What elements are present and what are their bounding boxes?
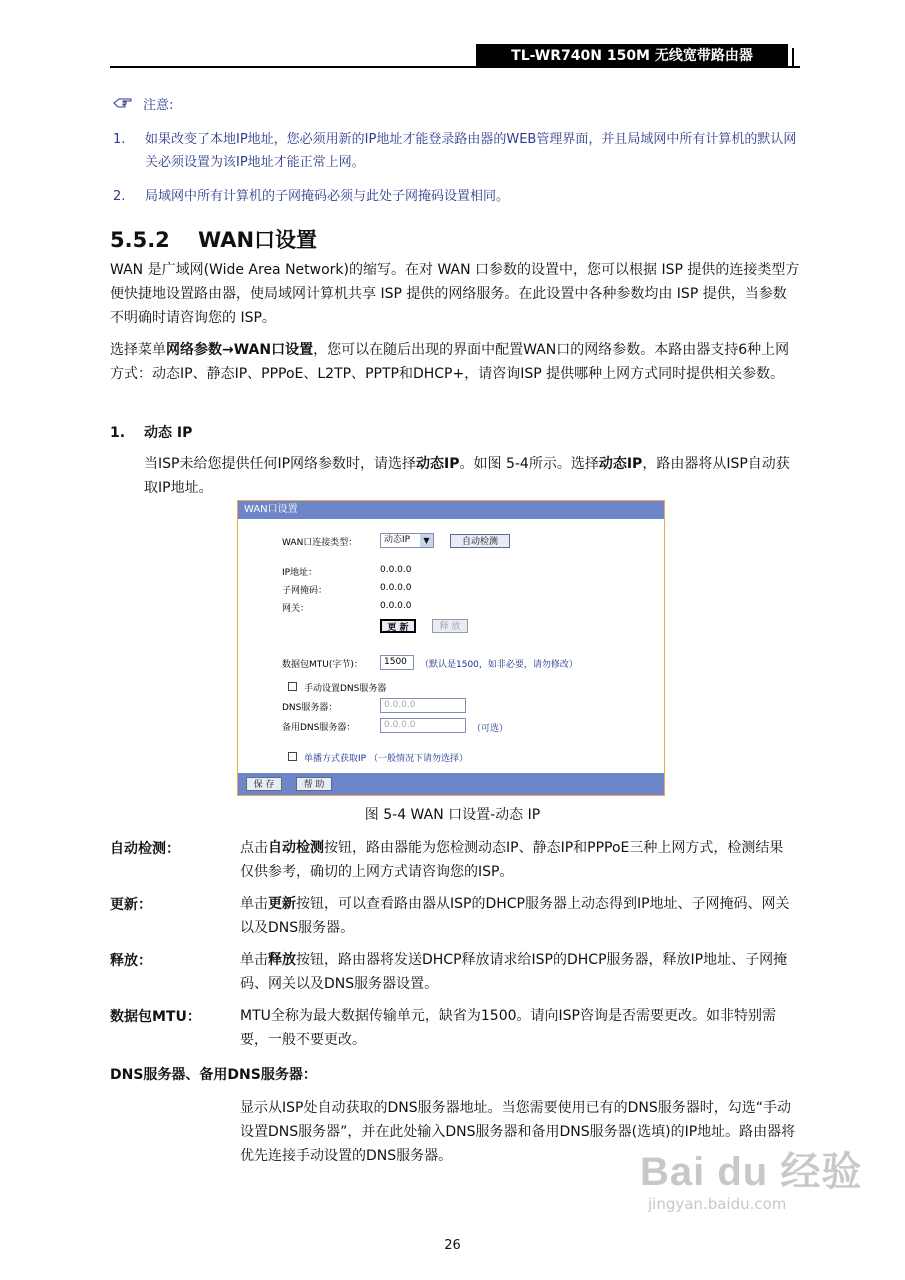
intro-paragraph: WAN 是广域网(Wide Area Network)的缩写。在对 WAN 口参数的设置中，您可以根据 ISP 提供的连接类型方便快捷地设置路由器，使局域网计算机共享 ISP 提供的网络服务。在此设置中各种参数均由 ISP 提供，当参数不明确时请咨询您的 ISP。	[110, 262, 800, 326]
def-term-auto-detect: 自动检测：	[110, 841, 180, 857]
figure-caption: 图 5-4 WAN 口设置-动态 IP	[364, 807, 541, 823]
conn-type-value: 动态IP	[384, 535, 411, 545]
def-bold: 更新	[268, 896, 296, 912]
def-text: 点击	[240, 840, 268, 856]
mask-value: 0.0.0.0	[380, 583, 412, 593]
unicast-checkbox[interactable]	[288, 752, 297, 761]
note-heading	[113, 94, 173, 113]
baidu-watermark	[640, 1140, 862, 1213]
note-item-1	[113, 128, 803, 174]
conn-type-label: WAN口连接类型：	[282, 538, 358, 548]
def-body-release	[240, 948, 796, 996]
dns-input[interactable]: 0.0.0.0	[380, 698, 466, 713]
sub-text-3: ，路由器将从ISP自动获取IP地址。	[144, 456, 790, 496]
mtu-hint: （默认是1500，如非必要，请勿修改）	[420, 660, 578, 670]
note-number: 1.	[113, 132, 126, 147]
def-body-renew	[240, 892, 796, 940]
menu-text-2: ，您可以在随后出现的界面中配置WAN口的网络参数。本路由器支持6种上网方式：动态IP、静态IP、PPPoE、L2TP、PPTP和DHCP+，请咨询ISP 提供哪种上网方式同时提供相关参数。	[110, 342, 790, 382]
def-term-dns: DNS服务器、备用DNS服务器：	[110, 1067, 317, 1083]
dns2-label: 备用DNS服务器：	[282, 723, 356, 733]
release-button[interactable]: 释 放	[432, 619, 468, 633]
pointing-hand-icon	[113, 97, 135, 113]
conn-type-select[interactable]	[380, 533, 434, 548]
gateway-label: 网关：	[282, 604, 310, 614]
mask-label: 子网掩码：	[282, 586, 328, 596]
mtu-label: 数据包MTU(字节)：	[282, 660, 363, 670]
renew-button[interactable]: 更 新	[380, 619, 416, 633]
save-button[interactable]: 保 存	[246, 777, 282, 791]
note-item-2	[113, 185, 803, 208]
def-text: 单击	[240, 896, 268, 912]
header-tick	[792, 48, 794, 66]
header-rule	[110, 66, 800, 68]
figure-footer-bar	[238, 773, 664, 795]
unicast-label: 单播方式获取IP （一般情况下请勿选择）	[304, 754, 468, 764]
sub-bold-2: 动态IP	[598, 456, 643, 472]
dns2-hint: （可选）	[472, 724, 509, 734]
mtu-input[interactable]: 1500	[380, 655, 414, 670]
section-number: 5.5.2	[110, 228, 170, 252]
section-title: WAN口设置	[198, 228, 318, 252]
sub-text-2: 。如图 5-4所示。选择	[459, 456, 599, 472]
def-body-mtu	[240, 1004, 796, 1052]
def-text: MTU全称为最大数据传输单元，缺省为1500。请向ISP咨询是否需要更改。如非特别需要，一般不要更改。	[240, 1008, 776, 1048]
sub-bold-1: 动态IP	[416, 456, 460, 472]
gateway-value: 0.0.0.0	[380, 601, 412, 611]
ip-label: IP地址：	[282, 568, 318, 578]
menu-paragraph	[110, 338, 800, 386]
def-text: 按钮，路由器将发送DHCP释放请求给ISP的DHCP服务器，释放IP地址、子网掩码、网关以及DNS服务器设置。	[240, 952, 788, 992]
subsection-title: 动态 IP	[144, 425, 193, 441]
note-text: 局域网中所有计算机的子网掩码必须与此处子网掩码设置相同。	[145, 189, 510, 204]
note-number: 2.	[113, 189, 126, 204]
def-text: 按钮，路由器能为您检测动态IP、静态IP和PPPoE三种上网方式，检测结果仅供参考，确切的上网方式请咨询您的ISP。	[240, 840, 784, 880]
def-body-auto-detect	[240, 836, 796, 884]
figure-body	[238, 519, 664, 775]
watermark-url: jingyan.baidu.com	[648, 1195, 787, 1213]
dns2-input[interactable]: 0.0.0.0	[380, 718, 466, 733]
auto-detect-button[interactable]: 自动检测	[450, 534, 510, 548]
def-bold: 自动检测	[268, 840, 324, 856]
note-heading-text: 注意:	[143, 98, 174, 113]
watermark-logo: Bai du 经验	[640, 1150, 863, 1194]
def-text: 按钮，可以查看路由器从ISP的DHCP服务器上动态得到IP地址、子网掩码、网关以及DNS服务器。	[240, 896, 790, 936]
manual-dns-checkbox[interactable]	[288, 682, 297, 691]
manual-dns-label: 手动设置DNS服务器	[304, 684, 387, 694]
def-body-dns: 显示从ISP处自动获取的DNS服务器地址。当您需要使用已有的DNS服务器时，勾选“手动设置DNS服务器”，并在此处输入DNS服务器和备用DNS服务器(选填)的IP地址。路由器将优先连接手动设置的DNS服务器。	[240, 1100, 796, 1164]
def-text: 单击	[240, 952, 268, 968]
note-text: 如果改变了本地IP地址，您必须用新的IP地址才能登录路由器的WEB管理界面，并且局域网中所有计算机的默认网关必须设置为该IP地址才能正常上网。	[145, 132, 797, 170]
wan-settings-figure	[237, 500, 665, 796]
def-term-renew: 更新：	[110, 897, 152, 913]
figure-title-bar: WAN口设置	[238, 501, 664, 519]
def-bold: 释放	[268, 952, 296, 968]
menu-text-1: 选择菜单	[110, 342, 166, 358]
def-term-release: 释放：	[110, 953, 152, 969]
header-title: TL-WR740N 150M 无线宽带路由器	[476, 44, 788, 68]
subsection-heading	[110, 422, 192, 442]
help-button[interactable]: 帮 助	[296, 777, 332, 791]
sub-text-1: 当ISP未给您提供任何IP网络参数时，请选择	[144, 456, 417, 472]
dns-label: DNS服务器：	[282, 703, 338, 713]
subsection-paragraph	[144, 452, 800, 500]
menu-path: 网络参数→WAN口设置	[166, 342, 314, 358]
section-heading	[110, 224, 317, 254]
ip-value: 0.0.0.0	[380, 565, 412, 575]
page-number: 26	[444, 1238, 461, 1253]
chevron-down-icon: ▼	[420, 534, 433, 547]
subsection-number: 1.	[110, 425, 126, 441]
def-term-mtu: 数据包MTU：	[110, 1009, 201, 1025]
